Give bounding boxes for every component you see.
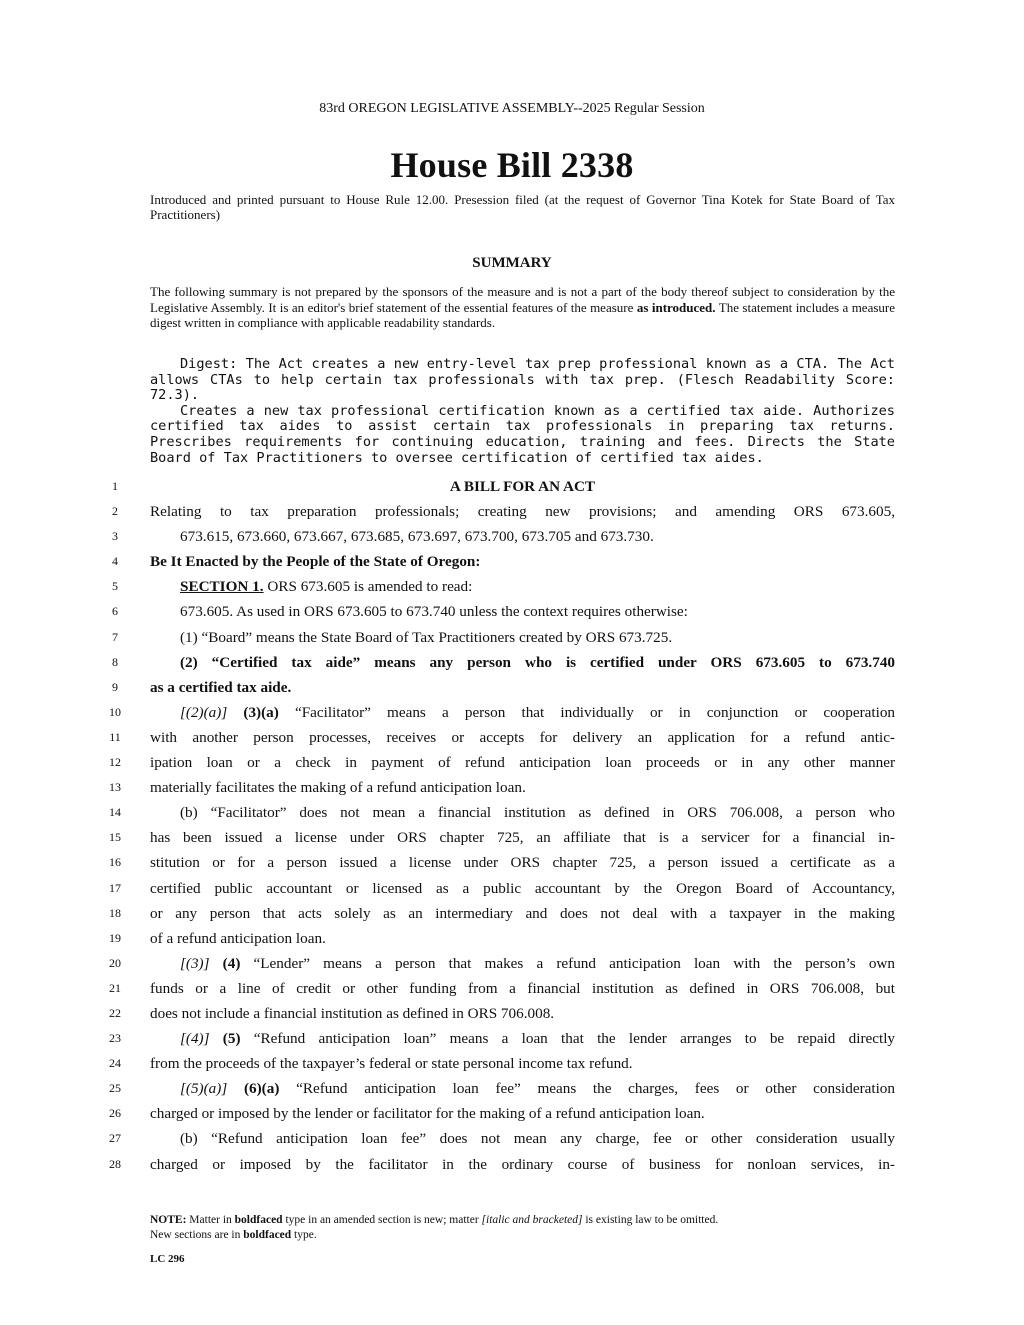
note-bold: boldfaced bbox=[234, 1214, 283, 1226]
new-text: (4) bbox=[222, 954, 241, 972]
measure-digest bbox=[150, 357, 895, 466]
note-text: Matter in bbox=[186, 1214, 235, 1226]
line-number: 20 bbox=[109, 955, 121, 970]
note-line bbox=[150, 1213, 895, 1228]
line-number: 8 bbox=[112, 654, 118, 669]
bill-line: charged or imposed by the lender or facilitator for the making of a refund anticipation loan. bbox=[150, 1105, 705, 1123]
bill-line: stitution or for a person issued a license under ORS chapter 725, a person issued a certificate as a bbox=[150, 854, 895, 872]
line-number: 18 bbox=[109, 905, 121, 920]
bill-line: (b) “Refund anticipation loan fee” does not mean any charge, fee or other consideration usually bbox=[180, 1130, 895, 1148]
bill-line: (1) “Board” means the State Board of Tax Practitioners created by ORS 673.725. bbox=[180, 628, 673, 646]
line-number: 9 bbox=[112, 679, 118, 694]
bill-text: ORS 673.605 is amended to read: bbox=[263, 578, 473, 596]
bill-line-new: as a certified tax aide. bbox=[150, 678, 292, 696]
line-number: 4 bbox=[112, 554, 118, 569]
bill-line: Relating to tax preparation professionals; creating new provisions; and amending ORS 673.605, bbox=[150, 503, 895, 521]
deleted-text: [(3)] bbox=[180, 954, 210, 972]
session-header: 83rd OREGON LEGISLATIVE ASSEMBLY--2025 Regular Session bbox=[319, 101, 705, 116]
bill-line bbox=[150, 1026, 895, 1051]
bill-title: House Bill 2338 bbox=[390, 145, 634, 185]
line-number: 2 bbox=[112, 504, 118, 519]
bill-line: of a refund anticipation loan. bbox=[150, 929, 326, 947]
bill-body bbox=[150, 474, 895, 1177]
bill-line: certified public accountant or licensed as a public accountant by the Oregon Board of Accountancy, bbox=[150, 879, 895, 897]
bill-line: does not include a financial institution as defined in ORS 706.008. bbox=[150, 1004, 555, 1022]
bill-line: from the proceeds of the taxpayer’s federal or state personal income tax refund. bbox=[150, 1055, 633, 1073]
deleted-text: [(4)] bbox=[180, 1030, 210, 1048]
bill-line: materially facilitates the making of a refund anticipation loan. bbox=[150, 779, 526, 797]
note-italic: [italic and bracketed] bbox=[481, 1214, 583, 1226]
bill-line: charged or imposed by the facilitator in the ordinary course of business for nonloan services, in- bbox=[150, 1155, 895, 1173]
line-number: 17 bbox=[109, 880, 121, 895]
bill-line bbox=[150, 700, 895, 725]
line-number: 7 bbox=[112, 629, 118, 644]
summary-text-part: The following summary is not prepared by the sponsors of the measure and is not a part of the body thereof subject to consideration by the Legislative Assembly. It is an editor's brief statement of the essential features of the measure bbox=[150, 284, 895, 315]
new-text: (3)(a) bbox=[243, 703, 279, 721]
line-numbers bbox=[100, 474, 130, 1177]
line-number: 3 bbox=[112, 529, 118, 544]
bill-text: “Facilitator” means a person that individually or in conjunction or cooperation bbox=[294, 703, 896, 721]
deleted-text: [(2)(a)] bbox=[180, 703, 228, 721]
introduction-note: Introduced and printed pursuant to House Rule 12.00. Presession filed (at the request of Governor Tina Kotek for State Board of Tax Practitioners) bbox=[150, 192, 895, 222]
line-number: 6 bbox=[112, 604, 118, 619]
lc-number: LC 296 bbox=[150, 1253, 185, 1265]
line-number: 12 bbox=[109, 755, 121, 770]
bill-line bbox=[150, 951, 895, 976]
note-text: New sections are in bbox=[150, 1229, 244, 1241]
line-number: 15 bbox=[109, 830, 121, 845]
bill-line: with another person processes, receives or accepts for delivery an application for a refund antic- bbox=[150, 728, 895, 746]
bill-line: 673.615, 673.660, 673.667, 673.685, 673.697, 673.700, 673.705 and 673.730. bbox=[180, 528, 654, 546]
new-text: (6)(a) bbox=[243, 1080, 280, 1098]
digest-paragraph: Digest: The Act creates a new entry-level tax prep professional known as a CTA. The Act allows CTAs to help certain tax professionals with tax prep. (Flesch Readability Score: 72.3). bbox=[150, 356, 895, 404]
note-text: type. bbox=[291, 1229, 317, 1241]
footer-note bbox=[150, 1213, 895, 1243]
note-text: is existing law to be omitted. bbox=[582, 1214, 719, 1226]
note-bold: boldfaced bbox=[243, 1229, 292, 1241]
bill-heading: A BILL FOR AN ACT bbox=[449, 478, 596, 495]
summary-bold-text: as introduced. bbox=[636, 299, 716, 315]
bill-line: (b) “Facilitator” does not mean a financial institution as defined in ORS 706.008, a person who bbox=[180, 804, 895, 822]
bill-text: “Refund anticipation loan fee” means the charges, fees or other consideration bbox=[296, 1080, 895, 1098]
line-number: 5 bbox=[112, 579, 118, 594]
line-number: 21 bbox=[109, 980, 121, 995]
bill-text: “Lender” means a person that makes a refund anticipation loan with the person’s own bbox=[253, 954, 895, 972]
bill-line: funds or a line of credit or other funding from a financial institution as defined in ORS 706.008, but bbox=[150, 979, 895, 997]
bill-line: or any person that acts solely as an intermediary and does not deal with a taxpayer in the making bbox=[150, 904, 895, 922]
line-number: 14 bbox=[109, 805, 121, 820]
line-number: 10 bbox=[109, 704, 121, 719]
summary-text-part: The statement includes a measure digest written in compliance with applicable readability standards. bbox=[150, 299, 896, 330]
bill-text: “Refund anticipation loan” means a loan that the lender arranges to be repaid directly bbox=[253, 1030, 896, 1048]
line-number: 27 bbox=[109, 1131, 121, 1146]
bill-line bbox=[150, 1076, 895, 1101]
bill-line: has been issued a license under ORS chapter 725, an affiliate that is a servicer for a financial in- bbox=[150, 829, 895, 847]
digest-paragraph: Creates a new tax professional certification known as a certified tax aide. Authorizes certified tax aides to assist certain tax professionals in preparing tax returns. Prescribes requirements for continuing education, training and fees. Directs the State Board of Tax Practitioners to oversee certification of certified tax aides. bbox=[150, 402, 895, 466]
new-text: (5) bbox=[222, 1030, 241, 1048]
line-number: 11 bbox=[109, 729, 121, 744]
line-number: 28 bbox=[109, 1156, 121, 1171]
line-number: 1 bbox=[112, 479, 118, 493]
summary-text bbox=[150, 284, 895, 331]
line-number: 25 bbox=[109, 1081, 121, 1096]
section-label: SECTION 1. bbox=[180, 578, 264, 596]
bill-line-new: (2) “Certified tax aide” means any person who is certified under ORS 673.605 to 673.740 bbox=[180, 653, 895, 671]
section-heading bbox=[150, 574, 895, 599]
summary-heading: SUMMARY bbox=[472, 255, 552, 271]
note-line bbox=[150, 1228, 895, 1243]
line-number: 22 bbox=[109, 1005, 121, 1020]
note-label: NOTE: bbox=[150, 1214, 187, 1226]
note-text: type in an amended section is new; matter bbox=[282, 1214, 482, 1226]
bill-line: 673.605. As used in ORS 673.605 to 673.740 unless the context requires otherwise: bbox=[180, 603, 688, 621]
bill-line: ipation loan or a check in payment of refund anticipation loan proceeds or in any other manner bbox=[150, 754, 895, 772]
line-number: 13 bbox=[109, 780, 121, 795]
line-number: 19 bbox=[109, 930, 121, 945]
line-number: 26 bbox=[109, 1106, 121, 1121]
line-number: 24 bbox=[109, 1056, 121, 1071]
line-number: 23 bbox=[109, 1031, 121, 1046]
line-number: 16 bbox=[109, 855, 121, 870]
enacting-clause: Be It Enacted by the People of the State of Oregon: bbox=[150, 553, 481, 571]
deleted-text: [(5)(a)] bbox=[180, 1080, 228, 1098]
